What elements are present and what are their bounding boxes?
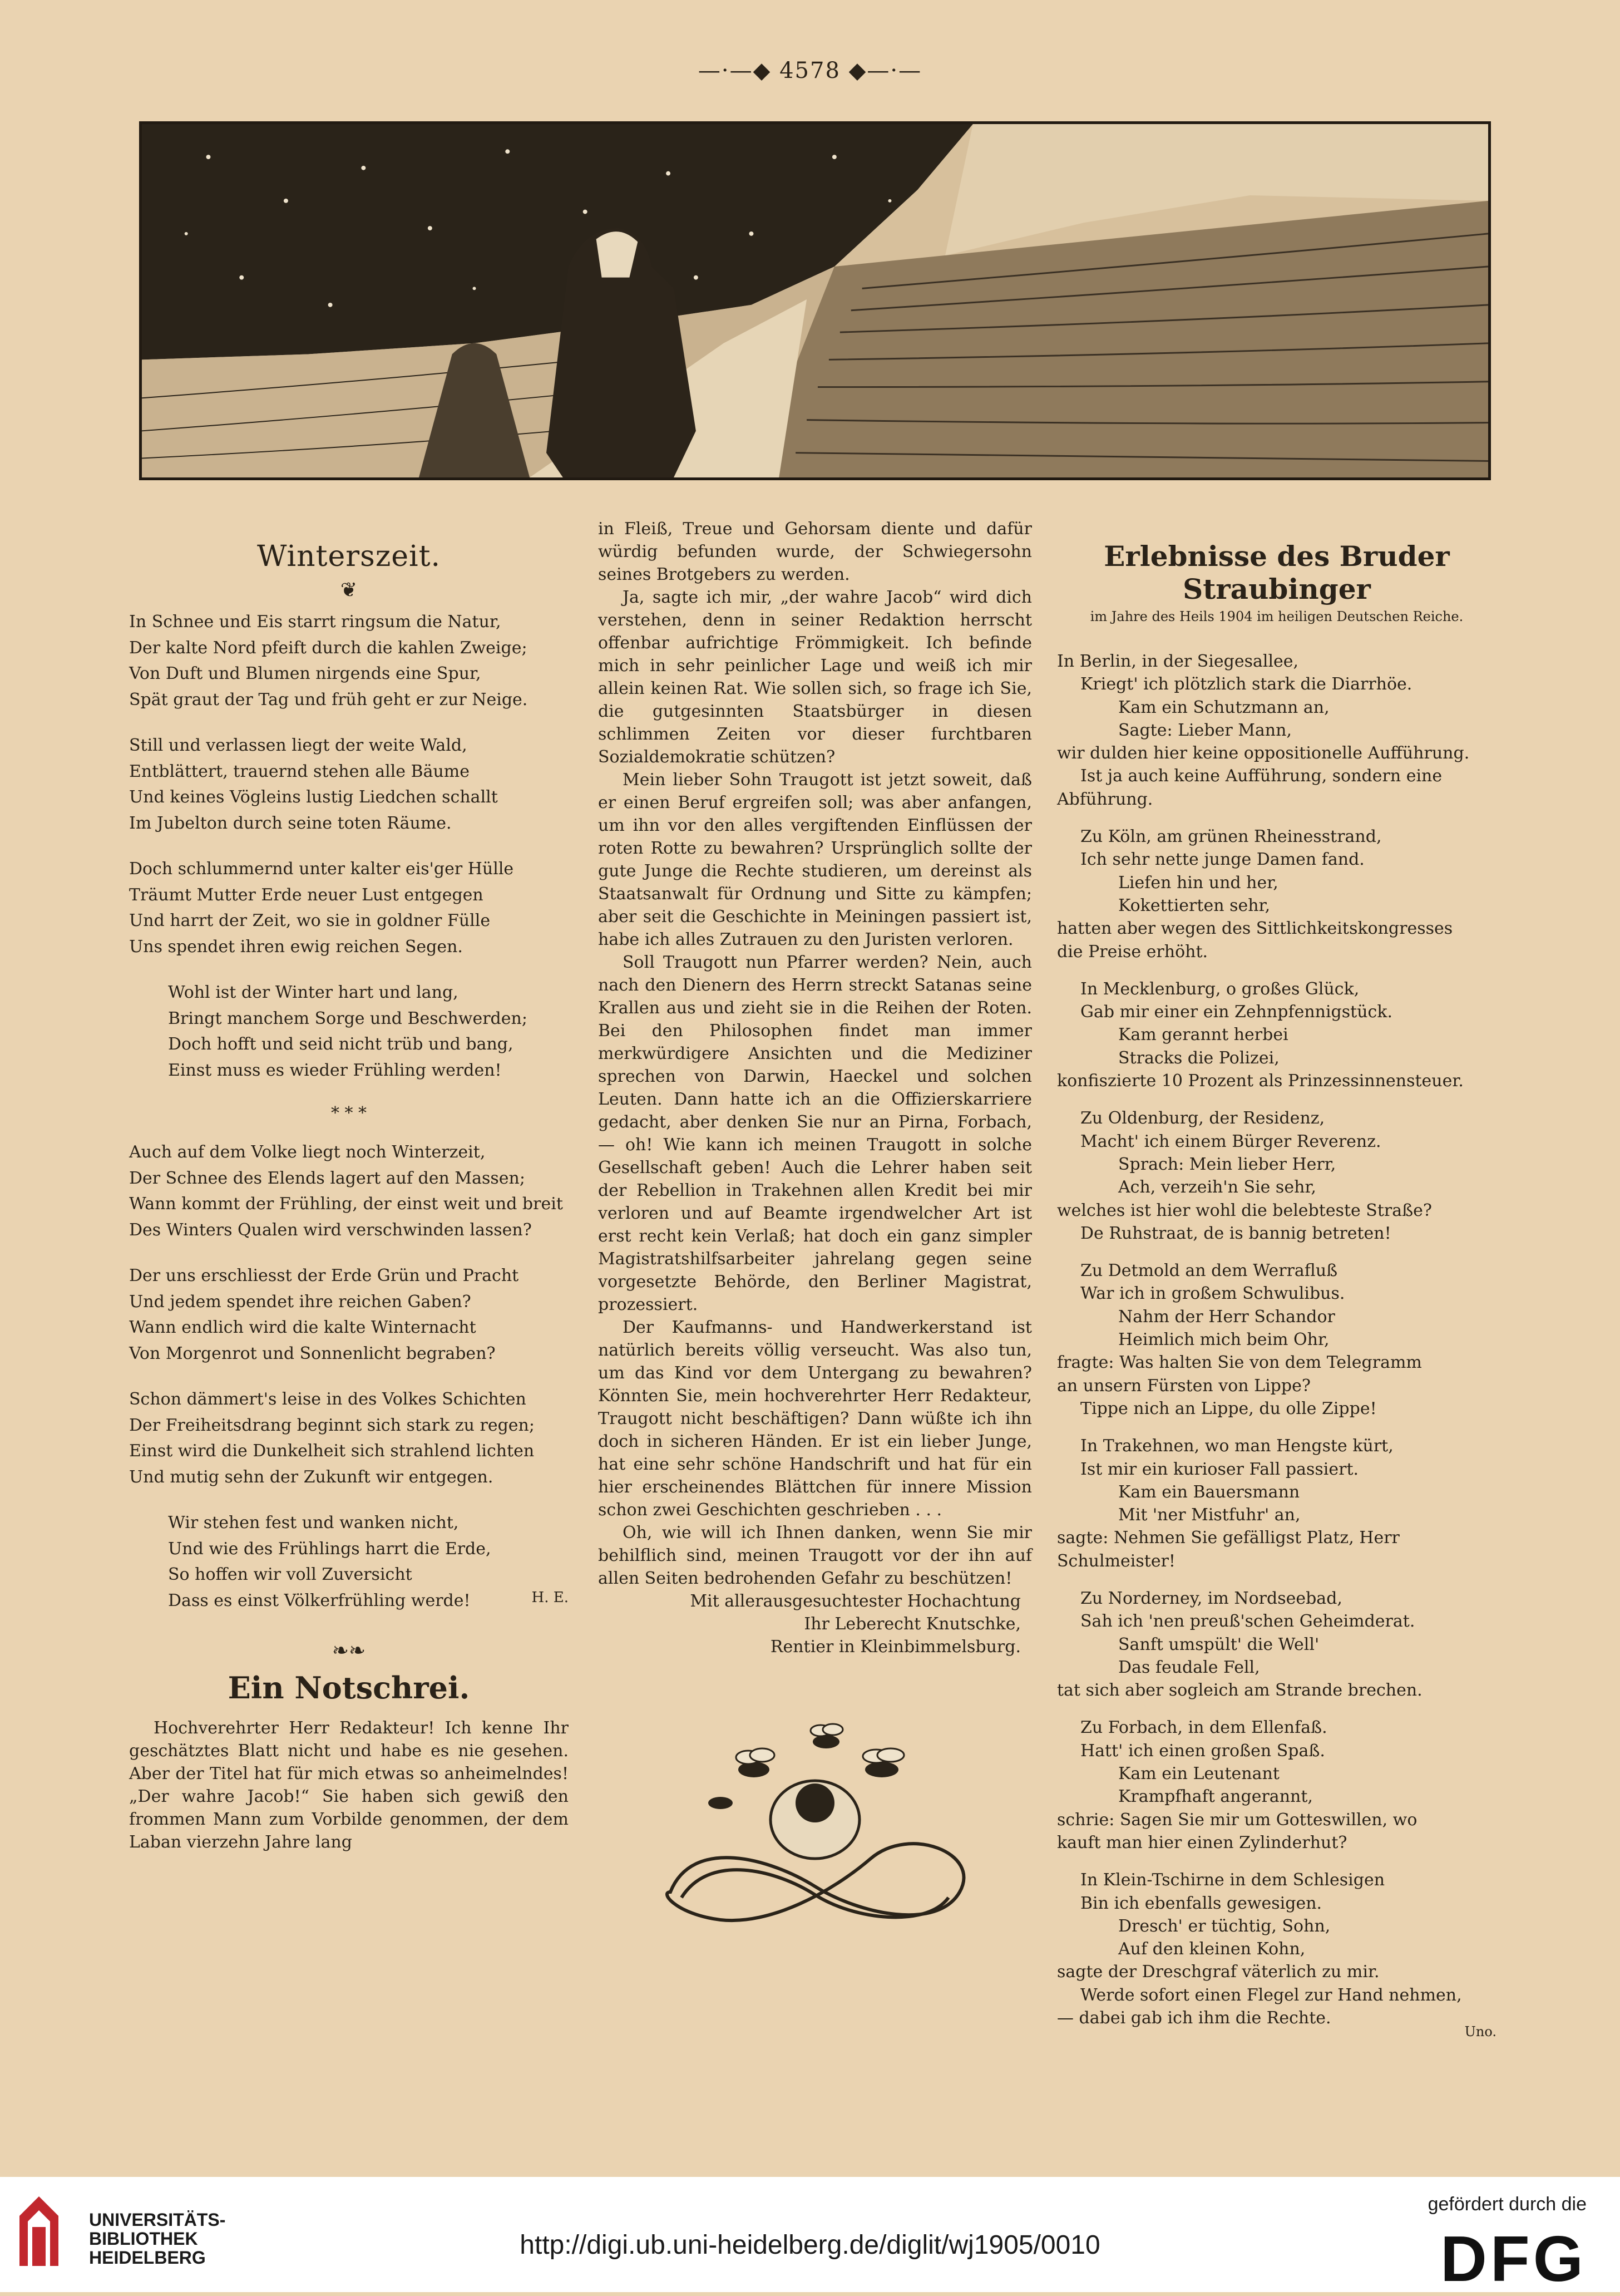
stanza-gap: [1057, 1092, 1496, 1107]
verse-line: Ach, verzeih'n Sie sehr,: [1118, 1177, 1316, 1198]
verse-line: Kam ein Schutzmann an,: [1118, 697, 1330, 717]
poem-subtitle: im Jahre des Heils 1904 im heiligen Deutschen Reiche.: [1090, 609, 1464, 624]
verse-line: Der kalte Nord pfeift durch die kahlen Zweige;: [129, 638, 527, 658]
verse-line: Wohl ist der Winter hart und lang,: [168, 983, 458, 1002]
verse-line: Spät graut der Tag und früh geht er zur Neige.: [129, 689, 528, 710]
verse-line: Ich sehr nette junge Damen fand.: [1080, 850, 1365, 870]
verse-line: Und mutig sehn der Zukunft wir entgegen.: [129, 1467, 493, 1487]
verse-line: Einst wird die Dunkelheit sich strahlend lichten: [129, 1441, 535, 1461]
verse-line: fragte: Was halten Sie von dem Telegramm: [1057, 1353, 1422, 1373]
verse-line: tat sich aber sogleich am Strande brechen.: [1057, 1681, 1423, 1701]
verse-line: Auch auf dem Volke liegt noch Winterzeit,: [129, 1142, 486, 1162]
verse-line: Das feudale Fell,: [1118, 1657, 1260, 1677]
verse-line: Und jedem spendet ihre reichen Gaben?: [129, 1292, 471, 1312]
stanza-gap: [1057, 1573, 1496, 1587]
verse-line: War ich in großem Schwulibus.: [1080, 1284, 1345, 1304]
poem-title-straubinger: Erlebnisse des Bruder Straubinger: [1104, 540, 1450, 605]
verse-line: Wir stehen fest und wanken nicht,: [168, 1513, 459, 1533]
verse-line: Sagte: Lieber Mann,: [1118, 720, 1292, 740]
verse-line: Kam ein Bauersmann: [1118, 1482, 1300, 1502]
verse-line: Gab mir einer ein Zehnpfennigstück.: [1080, 1002, 1393, 1022]
ornament-divider: ❧❧: [332, 1639, 366, 1662]
verse-line: Zu Norderney, im Nordseebad,: [1080, 1588, 1342, 1608]
ornament: ❦: [340, 579, 358, 602]
section-stars: * * *: [330, 1103, 367, 1123]
bees-ornament-image: [659, 1708, 971, 1937]
verse-line: Zu Oldenburg, der Residenz,: [1080, 1108, 1325, 1129]
verse-line: Hatt' ich einen großen Spaß.: [1080, 1741, 1325, 1761]
library-name: UNIVERSITÄTS- BIBLIOTHEK HEIDELBERG: [89, 2210, 226, 2268]
verse-line: Kriegt' ich plötzlich stark die Diarrhöe.: [1080, 674, 1412, 694]
verse-line: Kam gerannt herbei: [1118, 1025, 1288, 1045]
letter-signature-title: Rentier in Kleinbimmelsburg.: [770, 1637, 1021, 1657]
verse-line: Träumt Mutter Erde neuer Lust entgegen: [129, 885, 483, 905]
verse-line: Und wie des Frühlings harrt die Erde,: [168, 1539, 491, 1559]
verse-line: Liefen hin und her,: [1118, 873, 1278, 893]
letter-signature: Ihr Leberecht Knutschke,: [804, 1614, 1021, 1634]
verse-line: konfiszierte 10 Prozent als Prinzessinnensteuer.: [1057, 1071, 1464, 1091]
letter-body: [598, 518, 1032, 1590]
verse-line: an unsern Fürsten von Lippe?: [1057, 1376, 1311, 1396]
verse-line: Abführung.: [1057, 789, 1153, 809]
verse-line: Ist ja auch keine Aufführung, sondern eine: [1080, 766, 1443, 786]
verse-line: Krampfhaft angerannt,: [1118, 1787, 1313, 1807]
stanza-gap: [1057, 1420, 1496, 1435]
footer-bar: [0, 2177, 1620, 2295]
verse-line: hatten aber wegen des Sittlichkeitskongresses: [1057, 919, 1453, 939]
verse-line: Zu Köln, am grünen Rheinesstrand,: [1080, 827, 1382, 847]
verse-line: Schulmeister!: [1057, 1551, 1176, 1571]
verse-line: kauft man hier einen Zylinderhut?: [1057, 1832, 1347, 1852]
verse-line: Stracks die Polizei,: [1118, 1048, 1280, 1068]
poem-author: Uno.: [1464, 2024, 1496, 2040]
verse-line: Der Freiheitsdrang beginnt sich stark zu regen;: [129, 1415, 535, 1435]
verse-line: sagte: Nehmen Sie gefälligst Platz, Herr: [1057, 1528, 1400, 1548]
verse-line: — dabei gab ich ihm die Rechte.: [1057, 2008, 1331, 2028]
verse-line: Bringt manchem Sorge und Beschwerden;: [168, 1008, 527, 1028]
stanza-gap: [1057, 1854, 1496, 1869]
straubinger-poem: [1057, 650, 1496, 2044]
column-left: [129, 518, 569, 1854]
stanza: [129, 1387, 569, 1490]
verse-line: Im Jubelton durch seine toten Räume.: [129, 813, 452, 833]
verse-line: Wann kommt der Frühling, der einst weit und breit: [129, 1194, 563, 1214]
stanza: [129, 856, 569, 960]
verse-line: Dresch' er tüchtig, Sohn,: [1118, 1916, 1331, 1936]
verse-line: Wann endlich wird die kalte Winternacht: [129, 1318, 476, 1337]
verse-line: Und keines Vögleins lustig Liedchen schallt: [129, 787, 498, 807]
letter-paragraph: in Fleiß, Treue und Gehorsam diente und dafür würdig befunden wurde, der Schwiegersohn seines Brotgebers zu werden.: [598, 519, 1032, 584]
verse-line: Kokettierten sehr,: [1118, 895, 1271, 915]
poem-stanzas-part2: [129, 1140, 569, 1614]
letter-paragraph: Der Kaufmanns- und Handwerkerstand ist natürlich bereits völlig verseucht. Was also tun, um das Kind vor dem Untergang zu bewahren? Könnten Sie, mein hochverehrter Herr Redakteur, Traugott nicht beschäftigen? Dann wüßte ich ihn doch in sicheren Händen. Er ist ein lieber Junge, hat eine sehr schöne Handschrift und hat für ein hier erscheinendes Blättchen für innere Mission schon zwei Geschichten geschrieben . . .: [598, 1318, 1032, 1520]
bees-vignette: [659, 1708, 971, 1937]
poem-stanzas-part1: [129, 609, 569, 1083]
stanza: [129, 1263, 569, 1367]
verse-line: Schon dämmert's leise in des Volkes Schichten: [129, 1390, 526, 1409]
verse-line: Uns spendet ihren ewig reichen Segen.: [129, 937, 463, 957]
poem-title: Winterszeit.: [256, 540, 441, 573]
letter-paragraph: Oh, wie will ich Ihnen danken, wenn Sie mir behilflich sind, meinen Traugott vor der ihn auf allen Seiten bedrohenden Gefahr zu beschützen!: [598, 1523, 1032, 1588]
verse-line: schrie: Sagen Sie mir um Gotteswillen, wo: [1057, 1810, 1418, 1830]
verse-line: Macht' ich einem Bürger Reverenz.: [1080, 1131, 1381, 1151]
stanza: [129, 1140, 569, 1243]
winter-landscape-illustration: [139, 121, 1491, 480]
verse-line: Zu Forbach, in dem Ellenfaß.: [1080, 1718, 1327, 1738]
verse-line: Still und verlassen liegt der weite Wald,: [129, 736, 467, 755]
verse-line: Auf den kleinen Kohn,: [1118, 1939, 1306, 1959]
stanza-gap: [1057, 1245, 1496, 1259]
verse-line: In Klein-Tschirne in dem Schlesigen: [1080, 1870, 1385, 1890]
verse-line: Des Winters Qualen wird verschwinden lassen?: [129, 1220, 532, 1240]
engraving-image: [142, 124, 1488, 477]
verse-line: Heimlich mich beim Ohr,: [1118, 1330, 1330, 1350]
verse-line: In Mecklenburg, o großes Glück,: [1080, 979, 1360, 999]
poem-signature: H. E.: [531, 1589, 569, 1606]
dfg-logo: DFG: [1440, 2223, 1587, 2295]
verse-line: die Preise erhöht.: [1057, 942, 1208, 962]
letter-closing: Mit allerausgesuchtester Hochachtung: [690, 1592, 1021, 1611]
verse-line: Ist mir ein kurioser Fall passiert.: [1080, 1459, 1359, 1479]
funding-label: gefördert durch die: [1428, 2194, 1587, 2215]
column-middle: [598, 518, 1032, 1937]
verse-line: Kam ein Leutenant: [1118, 1764, 1280, 1784]
verse-line: Entblättert, trauernd stehen alle Bäume: [129, 761, 470, 781]
letter-paragraph: Ja, sagte ich mir, „der wahre Jacob“ wird dich verstehen, denn in seiner Redaktion herrscht offenbar aufrichtige Frömmigkeit. Ich befinde mich in sehr peinlicher Lage und weiß ich mir allein keinen Rat. Wie sollen sich, so frage ich Sie, die gutgesinnten Staatsbürger in diesen schlimmen Zeiten vor dieser furchtbaren Sozialdemokratie schützen?: [598, 588, 1032, 767]
verse-line: Doch hofft und seid nicht trüb und bang,: [168, 1034, 513, 1054]
verse-line: Und harrt der Zeit, wo sie in goldner Fülle: [129, 911, 491, 930]
stanza-gap: [1057, 811, 1496, 825]
verse-line: Dass es einst Völkerfrühling werde!: [168, 1590, 471, 1610]
verse-line: De Ruhstraat, de is bannig betreten!: [1080, 1223, 1391, 1243]
verse-line: Der Schnee des Elends lagert auf den Massen;: [129, 1168, 525, 1188]
verse-line: Bin ich ebenfalls gewesigen.: [1080, 1893, 1322, 1913]
verse-line: Doch schlummernd unter kalter eis'ger Hülle: [129, 859, 514, 879]
verse-line: Nahm der Herr Schandor: [1118, 1307, 1335, 1327]
verse-line: In Berlin, in der Siegesallee,: [1057, 652, 1299, 671]
letter-paragraph: Soll Traugott nun Pfarrer werden? Nein, auch nach den Dienern des Herrn streckt Satanas seine Krallen aus und zieht sie in die Reihen der Roten. Bei den Philosophen findet man immer merkwürdigere Ansichten und die Mediziner sprechen von Darwin, Haeckel und solchen Leuten. Dann hatte ich an die Offizierskarriere gedacht, aber denken Sie nur an Pirna, Forbach, — oh! Wie kann ich meinen Traugott in solche Gesellschaft geben! Auch die Lehrer haben seit der Rebellion in Trakehnen allen Kredit bei mir verloren und auf Beamte irgendwelcher Art ist erst recht kein Verlaß; hat doch ein ganz simpler Magistratshilfsarbeiter jahrelang gegen seine vorgesetzte Behörde, den Berliner Magistrat, prozessiert.: [598, 953, 1032, 1314]
verse-line: sagte der Dreschgraf väterlich zu mir.: [1057, 1962, 1380, 1982]
verse-line: Mit 'ner Mistfuhr' an,: [1118, 1505, 1301, 1525]
column-right: [1057, 518, 1496, 2039]
verse-line: Einst muss es wieder Frühling werden!: [168, 1060, 502, 1080]
stanza-gap: [1057, 1702, 1496, 1716]
page-number: —·—◆ 4578 ◆—·—: [698, 58, 922, 83]
verse-line: Von Morgenrot und Sonnenlicht begraben?: [129, 1343, 496, 1363]
stanza-gap: [1057, 963, 1496, 978]
verse-line: wir dulden hier keine oppositionelle Aufführung.: [1057, 743, 1470, 763]
verse-line: Sprach: Mein lieber Herr,: [1118, 1154, 1336, 1174]
verse-line: In Trakehnen, wo man Hengste kürt,: [1080, 1436, 1394, 1456]
verse-line: Tippe nich an Lippe, du olle Zippe!: [1080, 1398, 1377, 1418]
verse-line: Sah ich 'nen preuß'schen Geheimderat.: [1080, 1612, 1415, 1632]
verse-line: Von Duft und Blumen nirgends eine Spur,: [129, 664, 481, 683]
verse-line: Zu Detmold an dem Werrafluß: [1080, 1261, 1338, 1281]
verse-line: In Schnee und Eis starrt ringsum die Natur,: [129, 612, 501, 632]
stanza: [129, 980, 569, 1083]
verse-line: Werde sofort einen Flegel zur Hand nehmen,: [1080, 1985, 1462, 2005]
verse-line: welches ist hier wohl die belebteste Straße?: [1057, 1200, 1433, 1220]
source-url-link[interactable]: http://digi.ub.uni-heidelberg.de/diglit/wj1905/0010: [520, 2230, 1100, 2260]
verse-line: Der uns erschliesst der Erde Grün und Pracht: [129, 1266, 519, 1285]
letter-paragraph: Mein lieber Sohn Traugott ist jetzt soweit, daß er einen Beruf ergreifen soll; was aber anfangen, um ihn vor den alles vergiftenden Einflüssen der roten Rotte zu bewahren? Ursprünglich sollte der gute Junge die Rechte studieren, um dereinst als Staatsanwalt für Ordnung und Sitte zu kämpfen; aber seit die Geschichte in Meiningen passiert ist, habe ich alles Zutrauen zu den Juristen verloren.: [598, 770, 1032, 949]
article-title: Ein Notschrei.: [228, 1670, 470, 1706]
verse-line: So hoffen wir voll Zuversicht: [168, 1565, 412, 1584]
stanza: [129, 733, 569, 836]
verse-line: Sanft umspült' die Well': [1118, 1634, 1320, 1654]
stanza: [129, 609, 569, 713]
letter-opening: Hochverehrter Herr Redakteur! Ich kenne Ihr geschätztes Blatt nicht und habe es nie gesehen. Aber der Titel hat für mich etwas so anheimelndes! „Der wahre Jacob!“ Sie haben sich gewiß den frommen Mann zum Vorbilde genommen, der dem Laban vierzehn Jahre lang: [129, 1718, 569, 1852]
